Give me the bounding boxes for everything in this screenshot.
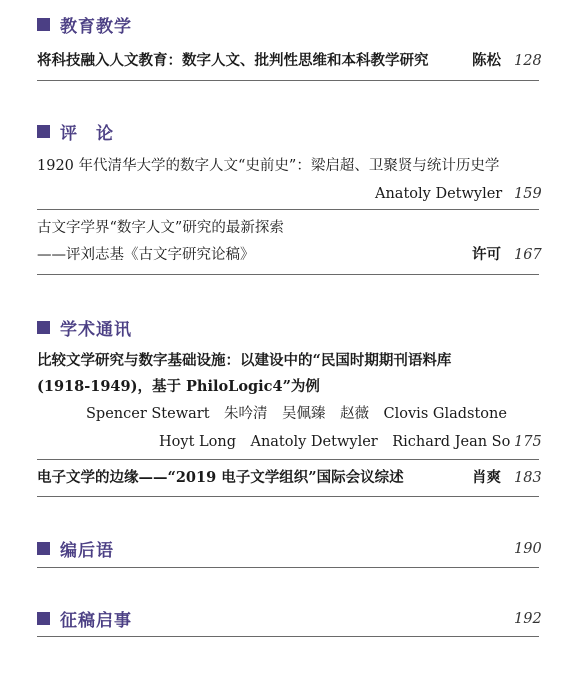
divider <box>37 80 539 81</box>
entry-author: 陈松 <box>472 52 501 69</box>
divider <box>37 567 539 568</box>
section-heading-call-for-papers[interactable] <box>37 607 132 629</box>
entry-page: 128 <box>514 53 542 69</box>
section-heading-afterword[interactable] <box>37 537 114 559</box>
entry-page: 175 <box>514 434 542 450</box>
section-page: 190 <box>514 541 542 557</box>
entry-title-line1[interactable]: 古文字学界“数字人文”研究的最新探索 <box>37 220 284 236</box>
section-square-icon <box>37 542 50 555</box>
entry-title-line2[interactable]: (1918-1949)，基于 PhiloLogic4”为例 <box>37 378 320 395</box>
entry-title-line1[interactable]: 比较文学研究与数字基础设施：以建设中的“民国时期期刊语料库 <box>37 352 452 369</box>
entry-title[interactable]: 1920 年代清华大学的数字人文“史前史”：梁启超、卫聚贤与统计历史学 <box>37 158 500 174</box>
section-heading-academic-news <box>37 316 132 338</box>
section-square-icon <box>37 125 50 138</box>
divider <box>37 209 539 210</box>
entry-author: 肖爽 <box>472 469 501 486</box>
entry-author: 许可 <box>472 246 501 263</box>
entry-page: 167 <box>514 247 542 263</box>
divider <box>37 636 539 637</box>
entry-page: 159 <box>514 186 542 202</box>
divider <box>37 274 539 275</box>
entry-title[interactable]: 电子文学的边缘——“2019 电子文学组织”国际会议综述 <box>37 469 404 486</box>
section-title: 评 论 <box>60 123 114 144</box>
entry-title[interactable]: 将科技融入人文教育：数字人文、批判性思维和本科教学研究 <box>37 52 429 69</box>
entry-authors-line1: Spencer Stewart 朱吟清 吴佩臻 赵薇 Clovis Gladstone <box>86 406 507 422</box>
divider <box>37 459 539 460</box>
section-title: 学术通讯 <box>60 319 132 340</box>
section-heading-review <box>37 120 114 142</box>
entry-author: Anatoly Detwyler <box>375 186 503 202</box>
section-title: 编后语 <box>60 540 114 561</box>
section-square-icon <box>37 321 50 334</box>
entry-page: 183 <box>514 470 542 486</box>
section-square-icon <box>37 18 50 31</box>
entry-title-line2[interactable]: ——评刘志基《古文字研究论稿》 <box>37 247 255 263</box>
section-title: 征稿启事 <box>60 610 132 631</box>
section-heading-education <box>37 13 132 35</box>
divider <box>37 496 539 497</box>
section-square-icon <box>37 612 50 625</box>
section-title: 教育教学 <box>60 16 132 37</box>
section-page: 192 <box>514 611 542 627</box>
entry-authors-line2: Hoyt Long Anatoly Detwyler Richard Jean So <box>159 434 511 450</box>
